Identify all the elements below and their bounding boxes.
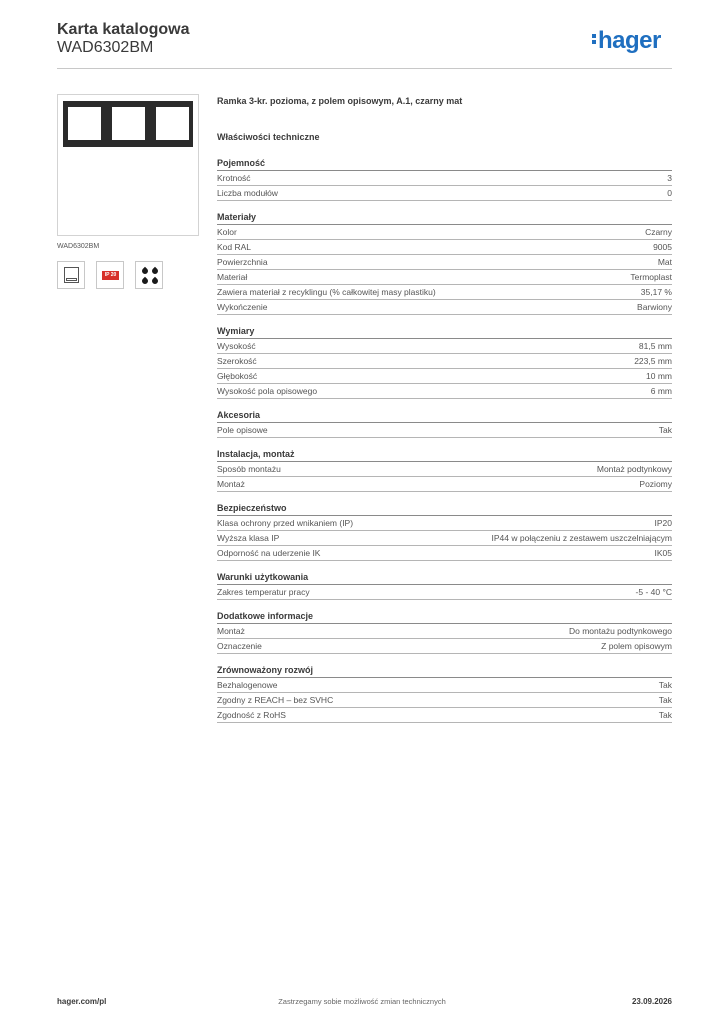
spec-row bbox=[217, 693, 672, 708]
product-description: Ramka 3-kr. pozioma, z polem opisowym, A.1, czarny mat bbox=[217, 96, 463, 106]
spec-section bbox=[217, 325, 672, 399]
spec-label: Kolor bbox=[217, 227, 237, 237]
spec-row bbox=[217, 462, 672, 477]
spec-section-title: Wymiary bbox=[217, 325, 672, 339]
spec-label: Wyższa klasa IP bbox=[217, 533, 280, 543]
spec-value: Tak bbox=[658, 710, 672, 720]
spec-section bbox=[217, 502, 672, 561]
spec-value: 10 mm bbox=[646, 371, 672, 381]
spec-row bbox=[217, 369, 672, 384]
spec-section bbox=[217, 571, 672, 600]
spec-section-title: Warunki użytkowania bbox=[217, 571, 672, 585]
spec-value: Tak bbox=[658, 680, 672, 690]
spec-row bbox=[217, 708, 672, 723]
spec-section-title: Akcesoria bbox=[217, 409, 672, 423]
spec-value: 81,5 mm bbox=[638, 341, 672, 351]
spec-section-title: Instalacja, montaż bbox=[217, 448, 672, 462]
spec-section-title: Pojemność bbox=[217, 157, 672, 171]
ip-badge: IP 20 bbox=[102, 271, 119, 280]
hager-logo[interactable] bbox=[592, 27, 661, 55]
spec-row bbox=[217, 240, 672, 255]
spec-label: Pole opisowe bbox=[217, 425, 268, 435]
spec-label: Krotność bbox=[217, 173, 251, 183]
spec-value: -5 - 40 °C bbox=[635, 587, 672, 597]
spec-value: Tak bbox=[658, 425, 672, 435]
spec-value: Czarny bbox=[645, 227, 672, 237]
spec-value: Poziomy bbox=[639, 479, 672, 489]
spec-label: Zakres temperatur pracy bbox=[217, 587, 310, 597]
spec-label: Odporność na uderzenie IK bbox=[217, 548, 321, 558]
spec-section-title: Bezpieczeństwo bbox=[217, 502, 672, 516]
spec-value: 223,5 mm bbox=[634, 356, 672, 366]
spec-row bbox=[217, 639, 672, 654]
spec-value: 3 bbox=[667, 173, 672, 183]
spec-label: Klasa ochrony przed wnikaniem (IP) bbox=[217, 518, 354, 528]
spec-section-title: Dodatkowe informacje bbox=[217, 610, 672, 624]
spec-label: Zgodność z RoHS bbox=[217, 710, 286, 720]
spec-label: Montaż bbox=[217, 479, 245, 489]
spec-section bbox=[217, 409, 672, 438]
spec-value: Montaż podtynkowy bbox=[596, 464, 672, 474]
spec-section bbox=[217, 448, 672, 492]
footer-website[interactable]: hager.com/pl bbox=[57, 997, 107, 1006]
logo-dots-icon bbox=[592, 32, 596, 46]
product-image-caption: WAD6302BM bbox=[57, 243, 100, 250]
spec-row bbox=[217, 339, 672, 354]
footer-notice: Zastrzegamy sobie możliwość zmian technicznych bbox=[278, 997, 446, 1006]
spec-row bbox=[217, 225, 672, 240]
spec-section bbox=[217, 211, 672, 315]
spec-row bbox=[217, 531, 672, 546]
frame-icon bbox=[57, 261, 85, 289]
product-image bbox=[57, 94, 199, 236]
spec-label: Materiał bbox=[217, 272, 248, 282]
spec-label: Zgodny z REACH – bez SVHC bbox=[217, 695, 334, 705]
spec-label: Liczba modułów bbox=[217, 188, 278, 198]
spec-row bbox=[217, 477, 672, 492]
spec-label: Oznaczenie bbox=[217, 641, 262, 651]
spec-sections bbox=[217, 157, 672, 723]
spec-label: Wykończenie bbox=[217, 302, 268, 312]
spec-panel bbox=[217, 96, 672, 733]
spec-value: IP44 w połączeniu z zestawem uszczelniającym bbox=[491, 533, 672, 543]
spec-label: Kod RAL bbox=[217, 242, 252, 252]
product-code: WAD6302BM bbox=[57, 39, 154, 56]
spec-row bbox=[217, 186, 672, 201]
spec-value: 6 mm bbox=[650, 386, 672, 396]
spec-label: Zawiera materiał z recyklingu (% całkowitej masy plastiku) bbox=[217, 287, 436, 297]
spec-value: Termoplast bbox=[630, 272, 672, 282]
spec-label: Wysokość bbox=[217, 341, 256, 351]
footer-date: 23.09.2026 bbox=[631, 997, 672, 1006]
spec-row bbox=[217, 354, 672, 369]
tech-properties-heading: Właściwości techniczne bbox=[217, 132, 320, 142]
spec-label: Szerokość bbox=[217, 356, 257, 366]
spec-label: Powierzchnia bbox=[217, 257, 268, 267]
header-divider bbox=[57, 68, 672, 69]
frame-illustration bbox=[63, 101, 193, 147]
logo-text: hager bbox=[598, 27, 661, 54]
spec-row bbox=[217, 678, 672, 693]
spec-value: 35,17 % bbox=[640, 287, 672, 297]
spec-value: Z polem opisowym bbox=[601, 641, 672, 651]
spec-value: 9005 bbox=[653, 242, 672, 252]
spec-label: Montaż bbox=[217, 626, 245, 636]
spec-row bbox=[217, 624, 672, 639]
spec-section-title: Zrównoważony rozwój bbox=[217, 664, 672, 678]
spec-value: IP20 bbox=[654, 518, 672, 528]
spec-row bbox=[217, 546, 672, 561]
spec-label: Sposób montażu bbox=[217, 464, 281, 474]
spec-value: Tak bbox=[658, 695, 672, 705]
spec-label: Bezhalogenowe bbox=[217, 680, 278, 690]
spec-row bbox=[217, 423, 672, 438]
spec-label: Wysokość pola opisowego bbox=[217, 386, 318, 396]
spec-row bbox=[217, 255, 672, 270]
spec-row bbox=[217, 285, 672, 300]
spec-value: 0 bbox=[667, 188, 672, 198]
spec-value: IK05 bbox=[654, 548, 672, 558]
spec-label: Głębokość bbox=[217, 371, 258, 381]
spec-row bbox=[217, 300, 672, 315]
spec-section bbox=[217, 610, 672, 654]
spec-value: Barwiony bbox=[637, 302, 672, 312]
spec-row bbox=[217, 270, 672, 285]
spec-value: Do montażu podtynkowego bbox=[568, 626, 672, 636]
spec-row bbox=[217, 384, 672, 399]
ip-rating-icon bbox=[96, 261, 124, 289]
spec-value: Mat bbox=[657, 257, 672, 267]
spec-section bbox=[217, 157, 672, 201]
spec-row bbox=[217, 171, 672, 186]
spec-row bbox=[217, 516, 672, 531]
water-drops-icon bbox=[135, 261, 163, 289]
spec-section-title: Materiały bbox=[217, 211, 672, 225]
spec-section bbox=[217, 664, 672, 723]
document-title: Karta katalogowa bbox=[57, 21, 190, 38]
spec-row bbox=[217, 585, 672, 600]
